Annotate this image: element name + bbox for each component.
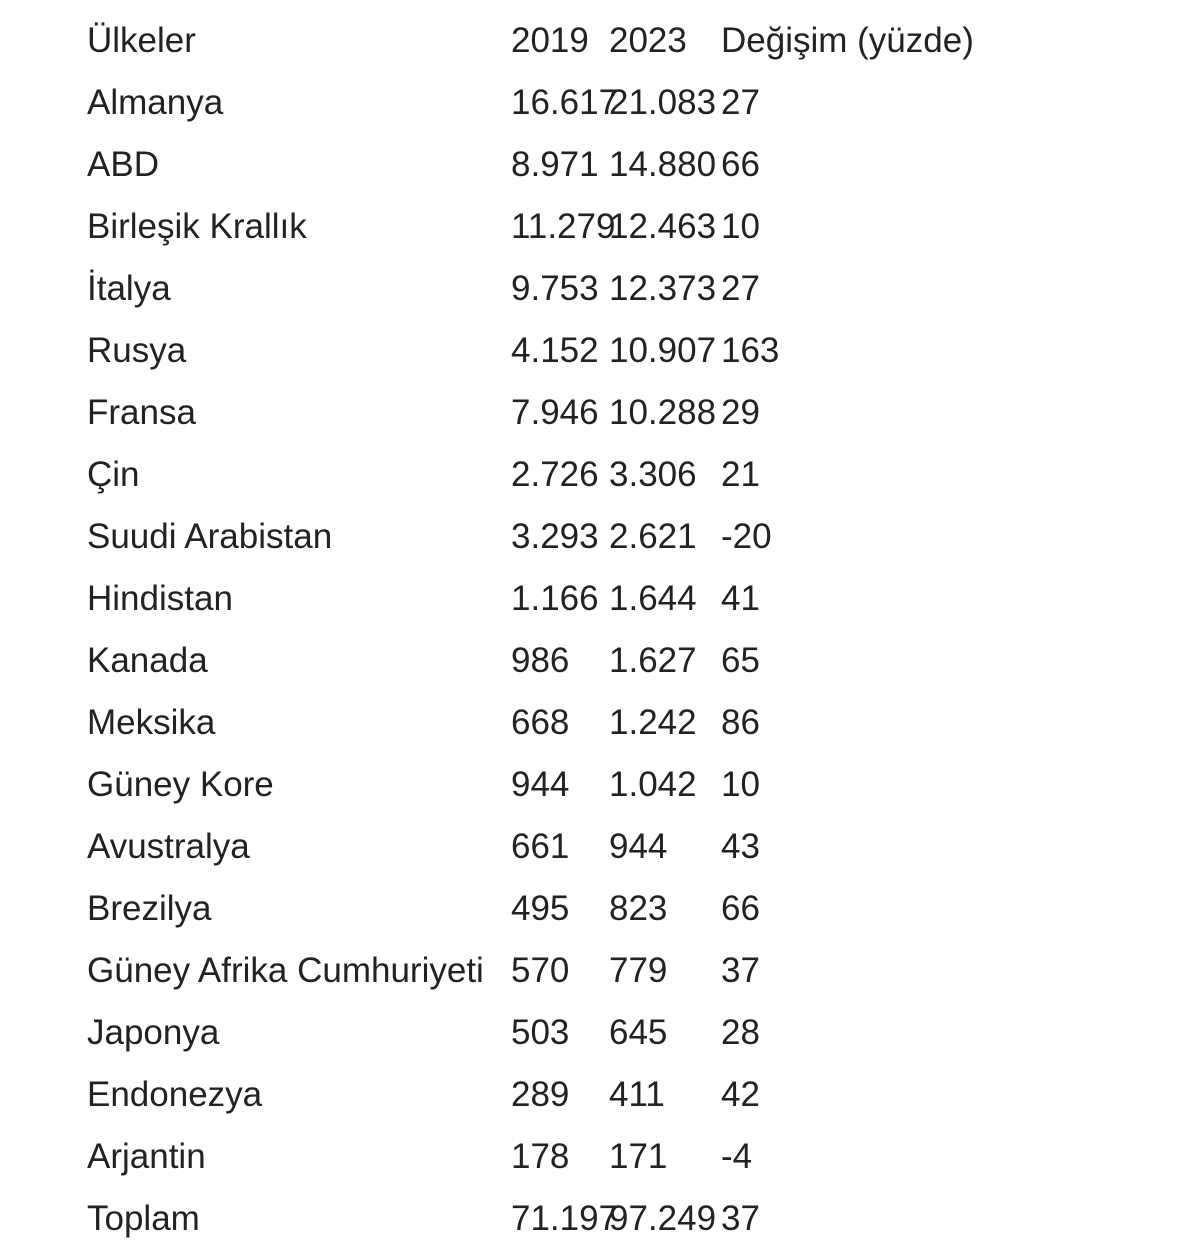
cell-country: Güney Afrika Cumhuriyeti [87,951,484,990]
cell-2023: 97.249 [609,1199,717,1238]
cell-change: 10 [721,765,760,804]
cell-country: İtalya [87,269,171,308]
table-row [87,72,1127,134]
table-row [87,506,1127,568]
cell-2019: 9.753 [511,269,599,308]
cell-2019: 495 [511,889,570,928]
data-table [87,10,1127,1250]
cell-2019: 178 [511,1137,570,1176]
cell-change: 43 [721,827,760,866]
cell-change: 163 [721,331,780,370]
cell-2019: 668 [511,703,570,742]
cell-2023: 779 [609,951,668,990]
header-row [87,10,1127,72]
cell-2019: 570 [511,951,570,990]
cell-2023: 944 [609,827,668,866]
cell-country: Çin [87,455,140,494]
cell-2019: 2.726 [511,455,599,494]
cell-2019: 289 [511,1075,570,1114]
cell-change: 10 [721,207,760,246]
cell-2023: 14.880 [609,145,717,184]
header-2019: 2019 [511,21,589,60]
cell-change: 27 [721,83,760,122]
cell-2023: 10.288 [609,393,717,432]
table-row [87,878,1127,940]
cell-country: Brezilya [87,889,212,928]
cell-country: Kanada [87,641,208,680]
table-row [87,258,1127,320]
table-row [87,692,1127,754]
cell-2023: 1.644 [609,579,697,618]
cell-change: 86 [721,703,760,742]
cell-change: 66 [721,889,760,928]
cell-2023: 1.627 [609,641,697,680]
cell-country: Fransa [87,393,196,432]
cell-2023: 3.306 [609,455,697,494]
cell-change: 27 [721,269,760,308]
cell-change: 42 [721,1075,760,1114]
cell-2023: 12.463 [609,207,717,246]
table-row [87,1188,1127,1250]
cell-2023: 21.083 [609,83,717,122]
table-row [87,568,1127,630]
table-row [87,1126,1127,1188]
cell-change: 29 [721,393,760,432]
cell-2019: 4.152 [511,331,599,370]
cell-change: -4 [721,1137,753,1176]
cell-2019: 7.946 [511,393,599,432]
cell-country: Endonezya [87,1075,263,1114]
cell-2023: 645 [609,1013,668,1052]
cell-country: Japonya [87,1013,220,1052]
cell-country: Birleşik Krallık [87,207,307,246]
table-row [87,382,1127,444]
table-row [87,444,1127,506]
cell-country: Arjantin [87,1137,206,1176]
table-body [87,72,1127,1250]
cell-change: 37 [721,1199,760,1238]
table-row [87,196,1127,258]
table-row [87,1064,1127,1126]
cell-country: Güney Kore [87,765,274,804]
cell-2019: 71.197 [511,1199,619,1238]
cell-2019: 8.971 [511,145,599,184]
cell-country: Toplam [87,1199,200,1238]
cell-change: 65 [721,641,760,680]
cell-change: -20 [721,517,772,556]
cell-2023: 1.042 [609,765,697,804]
cell-country: Meksika [87,703,216,742]
cell-2019: 16.617 [511,83,619,122]
header-country: Ülkeler [87,21,196,60]
cell-2019: 3.293 [511,517,599,556]
cell-2019: 1.166 [511,579,599,618]
header-change: Değişim (yüzde) [721,21,974,60]
cell-country: ABD [87,145,159,184]
table-row [87,1002,1127,1064]
header-2023: 2023 [609,21,687,60]
cell-country: Suudi Arabistan [87,517,333,556]
cell-change: 21 [721,455,760,494]
cell-2023: 823 [609,889,668,928]
cell-change: 66 [721,145,760,184]
table-row [87,754,1127,816]
table-row [87,630,1127,692]
cell-change: 37 [721,951,760,990]
cell-country: Avustralya [87,827,250,866]
cell-2023: 1.242 [609,703,697,742]
cell-2023: 10.907 [609,331,717,370]
table-row [87,134,1127,196]
cell-2023: 12.373 [609,269,717,308]
cell-2019: 986 [511,641,570,680]
cell-country: Hindistan [87,579,233,618]
table-row [87,816,1127,878]
cell-country: Rusya [87,331,187,370]
cell-2023: 411 [609,1075,665,1114]
cell-change: 41 [721,579,760,618]
cell-2019: 503 [511,1013,570,1052]
cell-2019: 11.279 [511,207,616,246]
cell-2019: 661 [511,827,570,866]
cell-change: 28 [721,1013,760,1052]
cell-2023: 171 [609,1137,668,1176]
cell-2019: 944 [511,765,570,804]
cell-2023: 2.621 [609,517,697,556]
cell-country: Almanya [87,83,224,122]
table-row [87,940,1127,1002]
table-row [87,320,1127,382]
